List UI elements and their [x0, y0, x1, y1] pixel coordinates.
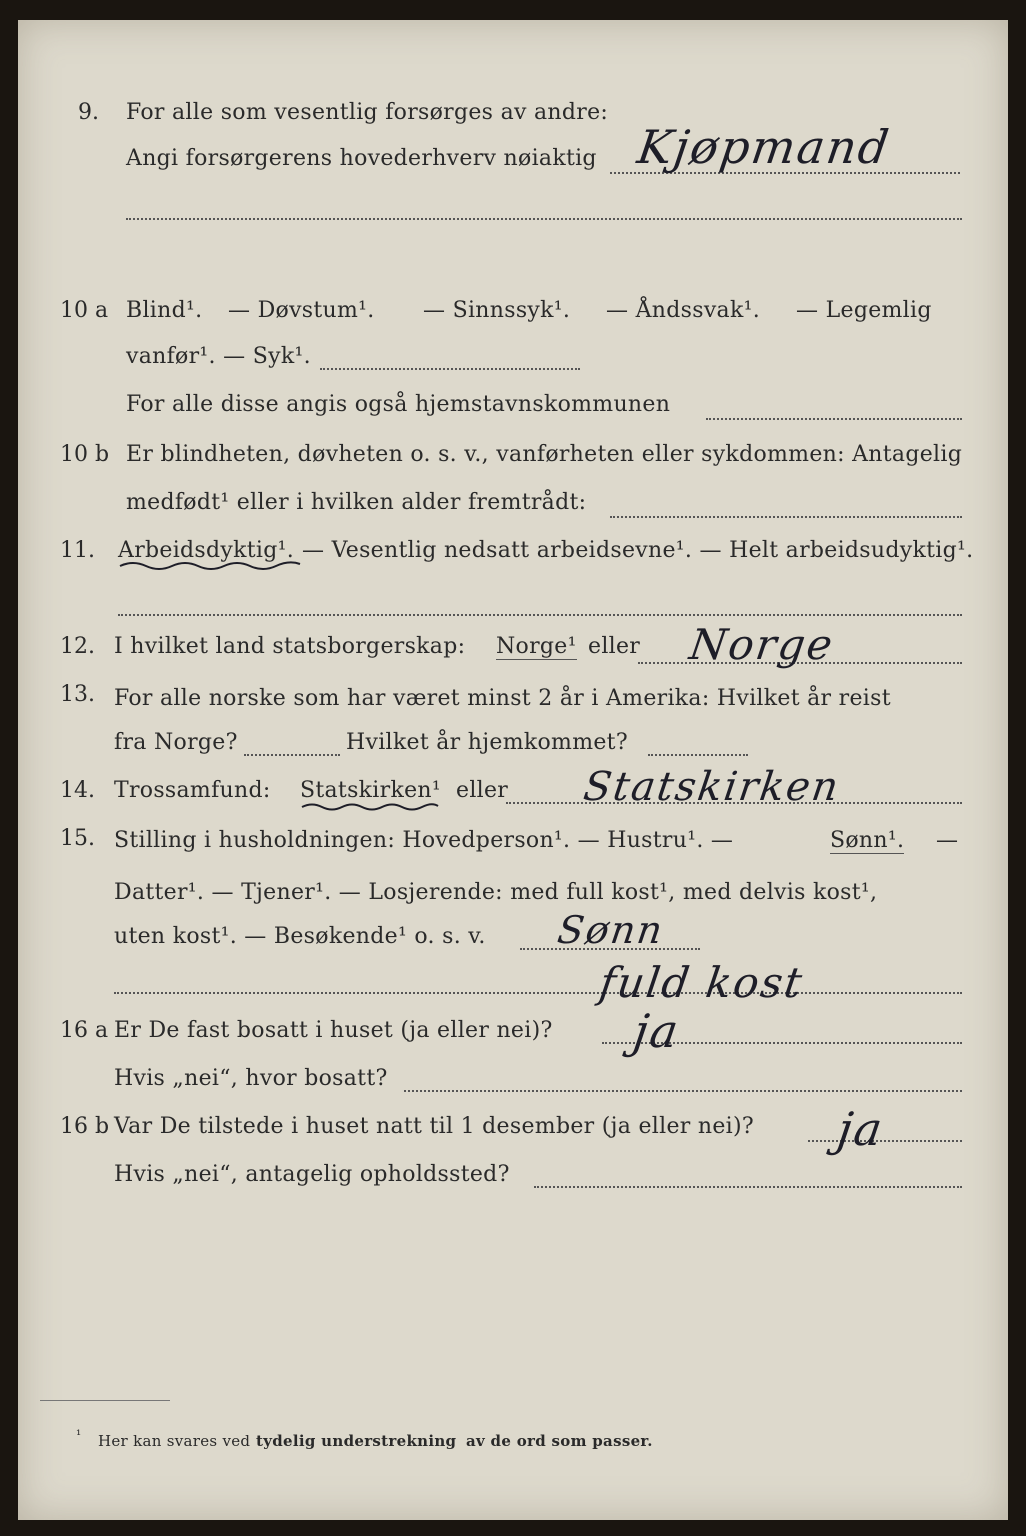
q14-number: 14. [60, 778, 95, 803]
q9-line2: Angi forsørgerens hovederhverv nøiaktig [126, 146, 597, 171]
q16a-line2: Hvis „nei“, hvor bosatt? [114, 1066, 388, 1091]
q10a-line3: For alle disse angis også hjemstavnskommunen [126, 392, 671, 417]
q15-line1-dash: — [936, 828, 959, 853]
q10b-answer-line [610, 516, 962, 518]
q14-opt-statskirken: Statskirken¹ [300, 778, 441, 803]
q16b-where-line [534, 1186, 962, 1188]
q13-line1: For alle norske som har været minst 2 år i Amerika: Hvilket år reist [114, 686, 891, 711]
q10a-line2: vanfør¹. — Syk¹. [126, 344, 311, 369]
q11-number: 11. [60, 538, 95, 563]
q15-extra-line [114, 992, 962, 994]
q12-text: I hvilket land statsborgerskap: [114, 634, 466, 659]
q14-text: Trossamfund: [114, 778, 271, 803]
q9-handwritten-answer: Kjøpmand [634, 120, 894, 174]
q16b-answer-line [808, 1140, 962, 1142]
q13-year-left-line [244, 754, 340, 756]
census-form-page [18, 20, 1008, 1520]
q11-extra-line [118, 614, 962, 616]
q9-line1: For alle som vesentlig forsørges av andre: [126, 100, 609, 125]
q10a-home-line [706, 418, 962, 420]
q16b-line2: Hvis „nei“, antagelig opholdssted? [114, 1162, 510, 1187]
footnote-rule [40, 1400, 170, 1401]
q10b-number: 10 b [60, 442, 110, 467]
footnote-text-c: av de ord som passer. [466, 1432, 653, 1450]
q16a-number: 16 a [60, 1018, 109, 1043]
q13-line2a: fra Norge? [114, 730, 238, 755]
q11-opt-arbeidsdyktig: Arbeidsdyktig¹. [118, 538, 295, 563]
q15-handwritten-answer-2: fuld kost [596, 958, 807, 1007]
q16b-number: 16 b [60, 1114, 110, 1139]
q11-handwritten-underline [118, 558, 303, 574]
q13-year-back-line [648, 754, 748, 756]
q10b-line2: medfødt¹ eller i hvilken alder fremtrådt: [126, 490, 587, 515]
q15-handwritten-answer-1: Sønn [554, 908, 667, 952]
q14-handwritten-answer: Statskirken [580, 764, 843, 810]
q12-number: 12. [60, 634, 95, 659]
q10a-opt-dovstum: — Døvstum¹. [228, 298, 375, 323]
q16b-handwritten-answer: ja [834, 1102, 888, 1156]
footnote-text-a: Her kan svares ved [98, 1432, 251, 1450]
q12-eller: eller [588, 634, 641, 659]
q11-rest: — Vesentlig nedsatt arbeidsevne¹. — Helt arbeidsudyktig¹. [302, 538, 974, 563]
q9-number: 9. [78, 100, 99, 125]
q10b-line1: Er blindheten, døvheten o. s. v., vanførheten eller sykdommen: Antagelig [126, 442, 963, 467]
q15-line1: Stilling i husholdningen: Hovedperson¹. — Hustru¹. — [114, 828, 734, 853]
q15-number: 15. [60, 826, 95, 851]
q15-line2: Datter¹. — Tjener¹. — Losjerende: med full kost¹, med delvis kost¹, [114, 880, 878, 905]
q14-handwritten-underline [300, 800, 440, 814]
footnote-mark: ¹ [76, 1428, 82, 1443]
q12-handwritten-answer: Norge [686, 620, 838, 669]
q13-line2b: Hvilket år hjemkommet? [346, 730, 628, 755]
q15-opt-sonn: Sønn¹. [830, 828, 905, 853]
q16b-line1: Var De tilstede i huset natt til 1 desember (ja eller nei)? [114, 1114, 754, 1139]
q10a-opt-blind: Blind¹. [126, 298, 203, 323]
q16a-line1: Er De fast bosatt i huset (ja eller nei)? [114, 1018, 553, 1043]
q16a-where-line [404, 1090, 962, 1092]
q16a-handwritten-answer: ja [630, 1004, 684, 1058]
q9-extra-line [126, 218, 962, 220]
q15-line3: uten kost¹. — Besøkende¹ o. s. v. [114, 924, 486, 949]
q10a-opt-andssvak: — Åndssvak¹. [606, 298, 761, 323]
q10a-answer-line [320, 368, 580, 370]
q12-opt-norge: Norge¹ [496, 634, 577, 659]
q10a-number: 10 a [60, 298, 109, 323]
q14-eller: eller [456, 778, 509, 803]
q13-number: 13. [60, 682, 95, 707]
q10a-opt-legemlig: — Legemlig [796, 298, 932, 323]
q10a-opt-sinnssyk: — Sinnssyk¹. [423, 298, 571, 323]
footnote-text-b: tydelig understrekning [256, 1432, 457, 1450]
